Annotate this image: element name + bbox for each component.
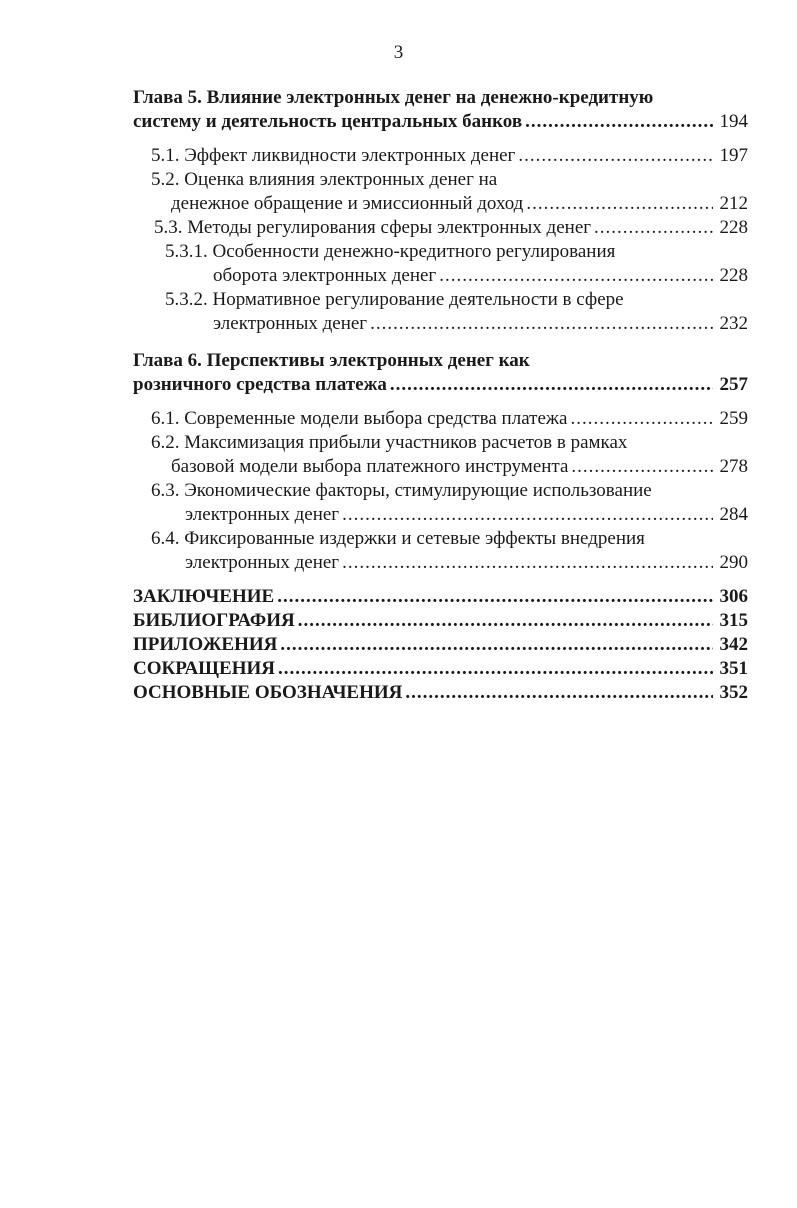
leader-dots [390,373,713,397]
section-5-1-label: 5.1. Эффект ликвидности электронных денег [151,145,516,166]
back-matter-notation[interactable]: ОСНОВНЫЕ ОБОЗНАЧЕНИЯ ..... 352 [133,681,748,705]
section-6-4-label: электронных денег [185,552,340,573]
section-6-4-entry[interactable] [133,551,748,575]
section-5-3-1-label: оборота электронных денег [213,265,437,286]
leader-dots [525,110,713,134]
section-6-4-line1: 6.4. Фиксированные издержки и сетевые эффекты внедрения [151,528,645,549]
leader-dots [298,609,713,633]
leader-dots [370,312,713,336]
back-matter-appendices[interactable]: ПРИЛОЖЕНИЯ ..... 342 [133,633,748,657]
leader-dots [526,192,713,216]
chapter6-page: 257 [719,374,748,395]
section-6-4-page: 290 [719,552,748,573]
leader-dots [571,455,713,479]
section-6-2-page: 278 [719,456,748,477]
section-5-2-line1: 5.2. Оценка влияния электронных денег на [151,169,498,190]
section-5-3-label: 5.3. Методы регулирования сферы электронных денег [154,217,592,238]
section-5-3-2-label: электронных денег [213,313,368,334]
section-5-3-entry[interactable] [133,216,748,240]
chapter5-entry[interactable] [133,110,748,134]
leader-dots [405,681,713,705]
section-5-2-entry[interactable] [133,192,748,216]
section-5-3-page: 228 [719,217,748,238]
section-6-3-page: 284 [719,504,748,525]
section-5-3-1-line1: 5.3.1. Особенности денежно-кредитного регулирования [165,241,616,262]
leader-dots [280,633,713,657]
section-6-2-label: базовой модели выбора платежного инструмента [171,456,569,477]
leader-dots [342,503,713,527]
page-number: 3 [393,42,404,63]
leader-dots [439,264,713,288]
section-6-1-entry[interactable] [133,407,748,431]
chapter6-entry[interactable] [133,373,748,397]
leader-dots [518,144,713,168]
leader-dots [342,551,713,575]
section-6-3-label: электронных денег [185,504,340,525]
back-matter-conclusion[interactable]: ЗАКЛЮЧЕНИЕ ..... 306 [133,585,748,609]
chapter5-page: 194 [719,111,748,132]
leader-dots [594,216,713,240]
section-6-1-page: 259 [719,408,748,429]
section-5-3-2-line1: 5.3.2. Нормативное регулирование деятельности в сфере [165,289,624,310]
back-matter-bibliography[interactable]: БИБЛИОГРАФИЯ ..... 315 [133,609,748,633]
section-5-2-page: 212 [719,193,748,214]
back-matter-abbreviations[interactable]: СОКРАЩЕНИЯ ..... 351 [133,657,748,681]
chapter6-title-line2: розничного средства платежа [133,374,387,395]
section-5-3-2-entry[interactable] [133,312,748,336]
section-6-2-line1: 6.2. Максимизация прибыли участников расчетов в рамках [151,432,628,453]
chapter5-title-line1: Глава 5. Влияние электронных денег на денежно-кредитную [133,87,654,108]
section-5-3-2-page: 232 [719,313,748,334]
section-5-3-1-page: 228 [719,265,748,286]
section-5-1-page: 197 [719,145,748,166]
section-5-3-1-entry[interactable] [133,264,748,288]
section-6-3-line1: 6.3. Экономические факторы, стимулирующие использование [151,480,652,501]
section-5-2-label: денежное обращение и эмиссионный доход [171,193,524,214]
section-6-3-entry[interactable] [133,503,748,527]
leader-dots [277,585,713,609]
section-6-1-label: 6.1. Современные модели выбора средства платежа [151,408,568,429]
section-5-1-entry[interactable] [133,144,748,168]
table-of-contents [133,86,748,705]
leader-dots [278,657,713,681]
chapter6-title-line1: Глава 6. Перспективы электронных денег как [133,350,530,371]
section-6-2-entry[interactable] [133,455,748,479]
leader-dots [570,407,713,431]
chapter5-title-line2: систему и деятельность центральных банков [133,111,523,132]
